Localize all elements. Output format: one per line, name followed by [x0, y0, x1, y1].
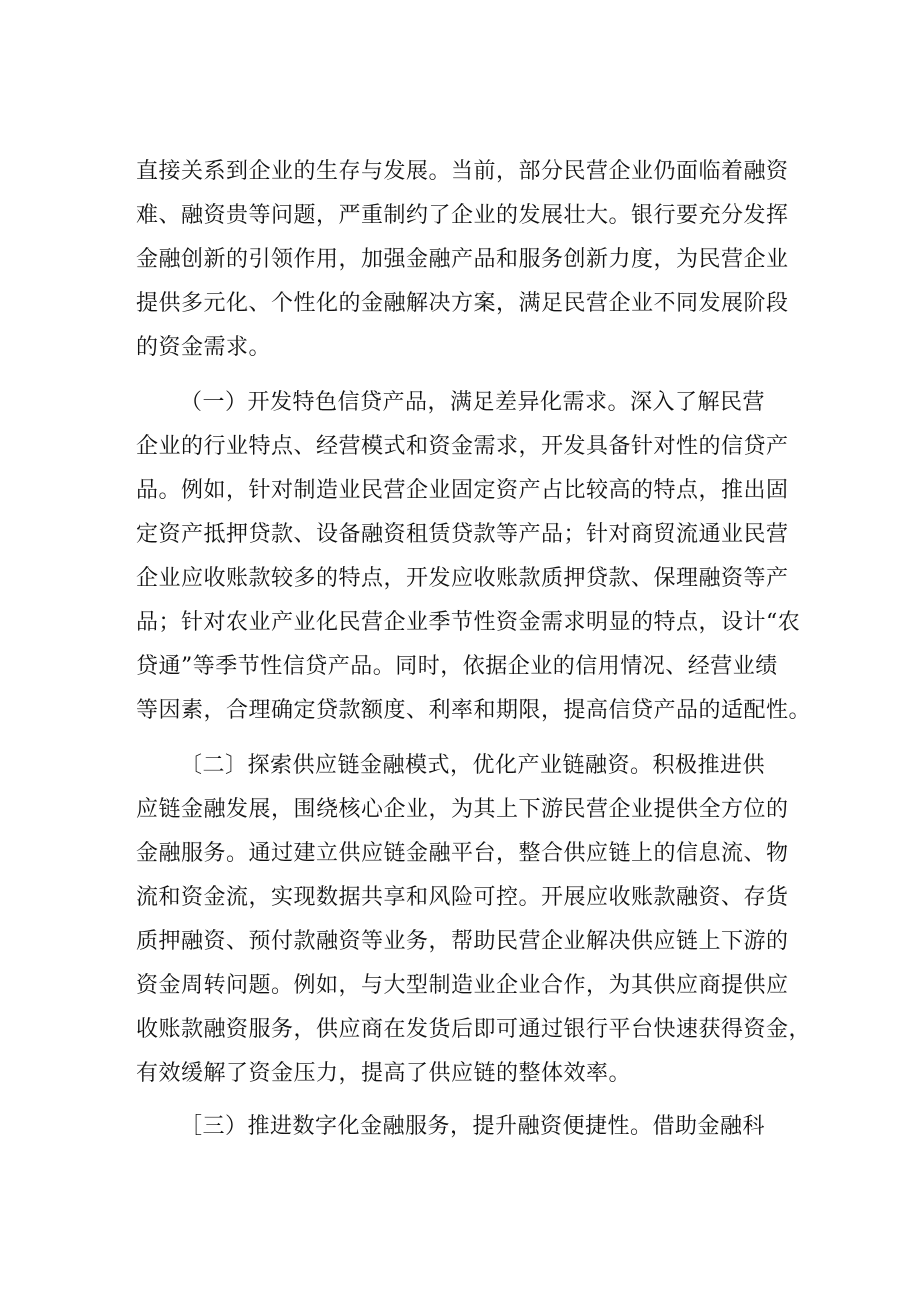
text-line: 直接关系到企业的生存与发展。当前，部分民营企业仍面临着融资	[136, 159, 789, 184]
text-line: 质押融资、预付款融资等业务，帮助民营企业解决供应链上下游的	[136, 929, 789, 954]
text-line: 企业应收账款较多的特点，开发应收账款质押贷款、保理融资等产	[136, 566, 789, 591]
text-line: 金融服务。通过建立供应链金融平台，整合供应链上的信息流、物	[136, 841, 789, 866]
text-line: 贷通”等季节性信贷产品。同时，依据企业的信用情况、经营业绩	[136, 654, 778, 679]
text-line: （一）开发特色信贷产品，满足差异化需求。深入了解民营	[180, 390, 766, 415]
text-line: 难、融资贵等问题，严重制约了企业的发展壮大。银行要充分发挥	[136, 203, 789, 228]
paragraph-section-2	[136, 744, 812, 1096]
text-line: 应链金融发展，围绕核心企业，为其上下游民营企业提供全方位的	[136, 797, 789, 822]
text-line: 〔二〕探索供应链金融模式，优化产业链融资。积极推进供	[180, 753, 766, 778]
text-line: ［三）推进数字化金融服务，提升融资便捷性。借助金融科	[180, 1114, 766, 1139]
text-line: 金融创新的引领作用，加强金融产品和服务创新力度，为民营企业	[136, 247, 789, 272]
paragraph-section-1	[136, 381, 812, 733]
paragraph-section-3	[136, 1105, 796, 1149]
text-line: 提供多元化、个性化的金融解决方案，满足民营企业不同发展阶段	[136, 291, 789, 316]
text-line: 资金周转问题。例如，与大型制造业企业合作，为其供应商提供应	[136, 973, 789, 998]
text-line: 的资金需求。	[136, 335, 272, 360]
text-line: 品。例如，针对制造业民营企业固定资产占比较高的特点，推出固	[136, 478, 789, 503]
text-line: 企业的行业特点、经营模式和资金需求，开发具备针对性的信贷产	[136, 434, 789, 459]
text-line: 收账款融资服务，供应商在发货后即可通过银行平台快速获得资金，	[136, 1017, 812, 1042]
text-line: 定资产抵押贷款、设备融资租赁贷款等产品；针对商贸流通业民营	[136, 522, 789, 547]
text-line: 等因素，合理确定贷款额度、利率和期限，提高信贷产品的适配性。	[136, 698, 812, 723]
text-line: 流和资金流，实现数据共享和风险可控。开展应收账款融资、存货	[136, 885, 789, 910]
paragraph-intro	[136, 150, 796, 370]
text-line: 品；针对农业产业化民营企业季节性资金需求明显的特点，设计“农	[136, 610, 801, 635]
text-line: 有效缓解了资金压力，提高了供应链的整体效率。	[136, 1061, 632, 1086]
